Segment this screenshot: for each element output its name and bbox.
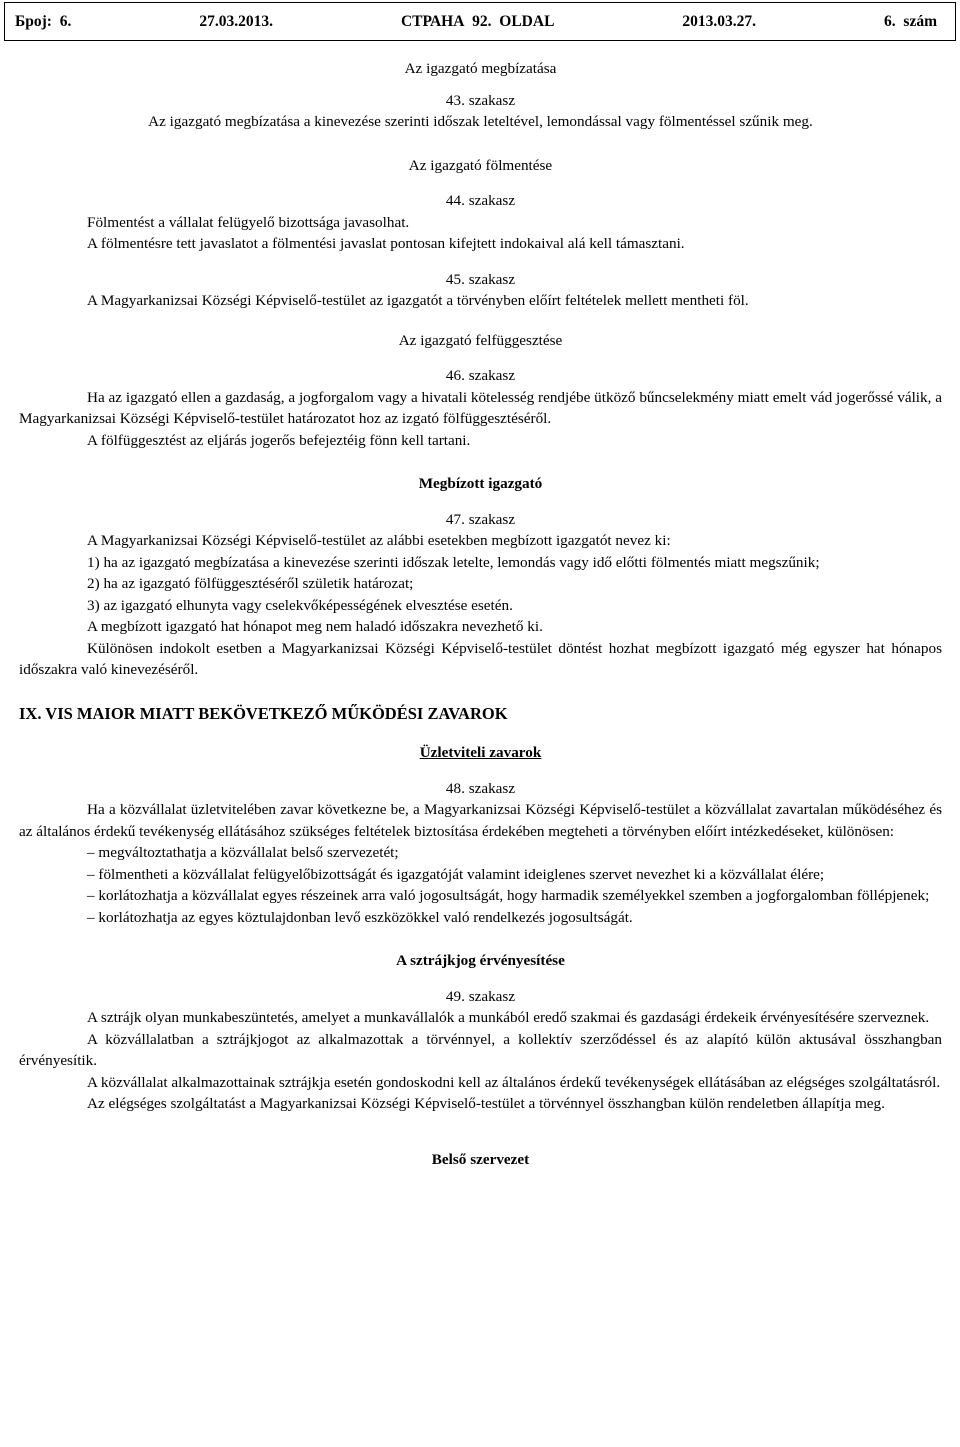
paragraph: A Magyarkanizsai Községi Képviselő-testület az alábbi esetekben megbízott igazgatót nevez ki: [87,532,671,549]
article-number: 43. szakasz [445,91,516,109]
list-item: 2) ha az igazgató fölfüggesztéséről születik határozat; [87,575,414,592]
paragraph: A Magyarkanizsai Községi Képviselő-testület az igazgatót a törvényben előírt feltételek mellett mentheti föl. [87,292,749,309]
section-heading: Az igazgató megbízatása [404,60,557,77]
chapter-title: IX. VIS MAIOR MIATT BEKÖVETKEZŐ MŰKÖDÉSI ZAVAROK [19,703,508,723]
list-item: – korlátozhatja az egyes köztulajdonban levő eszközökkel való rendelkezés jogosultságát. [87,908,633,926]
paragraph: Különösen indokolt esetben a Magyarkanizsai Községi Képviselő-testület döntést hozhat megbízott igazgató még egyszer hat hónapos időszakra való kinevezéséről. [19,639,942,678]
section-heading: Üzletviteli zavarok [419,744,542,761]
header-issue-label: Број: 6. [15,12,72,30]
header-page-number: СТРАНА 92. OLDAL [400,12,555,30]
section-heading: A sztrájkjog érvényesítése [396,952,565,969]
paragraph: A sztrájk olyan munkabeszüntetés, amelyet a munkavállalók a munkából eredő szakmai és gazdasági érdekeik érvényesítésére szerveznek. [87,1009,930,1026]
article-number: 49. szakasz [445,987,516,1005]
paragraph: Az igazgató megbízatása a kinevezése szerinti időszak leteltével, lemondással vagy fölmentéssel szűnik meg. [148,113,813,130]
list-item: – fölmentheti a közvállalat felügyelőbizottságát és igazgatóját valamint ideiglenes szervet nevezhet ki a közvállalat élére; [87,865,825,883]
article-number: 45. szakasz [445,270,516,288]
list-item: – korlátozhatja a közvállalat egyes részeinek arra való jogosultságát, hogy harmadik személyekkel szemben a jogforgalomban föllépjenek; [87,887,930,904]
article-number: 47. szakasz [445,510,516,528]
article-number: 44. szakasz [445,192,516,209]
article-number: 46. szakasz [445,367,516,384]
header-issue-label-hu: 6. szám [884,12,937,30]
paragraph: Ha az igazgató ellen a gazdaság, a jogforgalom vagy a hivatali kötelesség rendjébe ütköző bűncselekmény miatt emelt vád jogerőssé válik, a Magyarkanizsai Községi Képviselő-testület határozatot hoz az izgató fölfüggesztéséről. [19,388,942,427]
section-heading: Belső szervezet [431,1150,530,1168]
section-heading: Az igazgató felfüggesztése [398,331,563,349]
document-body [19,58,942,1170]
paragraph: Ha a közvállalat üzletvitelében zavar következne be, a Magyarkanizsai Községi Képviselő-testület a közvállalat zavartalan működéséhez és az általános érdekű tevékenység ellátásához szükséges feltételek biztosítása érdekében megteheti a törvényben előírt intézkedéseket, különösen: [19,801,942,840]
paragraph: A megbízott igazgató hat hónapot meg nem haladó időszakra nevezhető ki. [87,618,543,635]
paragraph: A fölfüggesztést az eljárás jogerős befejeztéig fönn kell tartani. [87,431,471,449]
list-item: – megváltoztathatja a közvállalat belső szervezetét; [87,844,399,861]
section-heading: Az igazgató fölmentése [408,156,553,174]
section-heading: Megbízott igazgató [418,475,543,492]
paragraph: Fölmentést a vállalat felügyelő bizottsága javasolhat. [87,213,410,231]
paragraph: A közvállalat alkalmazottainak sztrájkja esetén gondoskodni kell az általános érdekű tevékenységek ellátásában az elégséges szolgáltatásról. [87,1073,941,1091]
header-date-left: 27.03.2013. [199,12,273,30]
header-date-right: 2013.03.27. [682,12,757,30]
paragraph: Az elégséges szolgáltatást a Magyarkanizsai Községi Képviselő-testület a törvénnyel összhangban külön rendeletben állapítja meg. [87,1095,885,1112]
list-item: 3) az igazgató elhunyta vagy cselekvőképességének elvesztése esetén. [87,596,513,614]
paragraph: A közvállalatban a sztrájkjogot az alkalmazottak a törvénnyel, a kollektív szerződéssel és az alapító külön aktusával összhangban érvényesítik. [19,1030,942,1069]
list-item: 1) ha az igazgató megbízatása a kinevezése szerinti időszak letelte, lemondás vagy idő előtti fölmentés miatt megszűnik; [87,553,820,571]
article-number: 48. szakasz [445,779,516,797]
paragraph: A fölmentésre tett javaslatot a fölmentési javaslat pontosan kifejtett indokaival alá kell támasztani. [87,235,685,252]
page-header [4,2,956,41]
